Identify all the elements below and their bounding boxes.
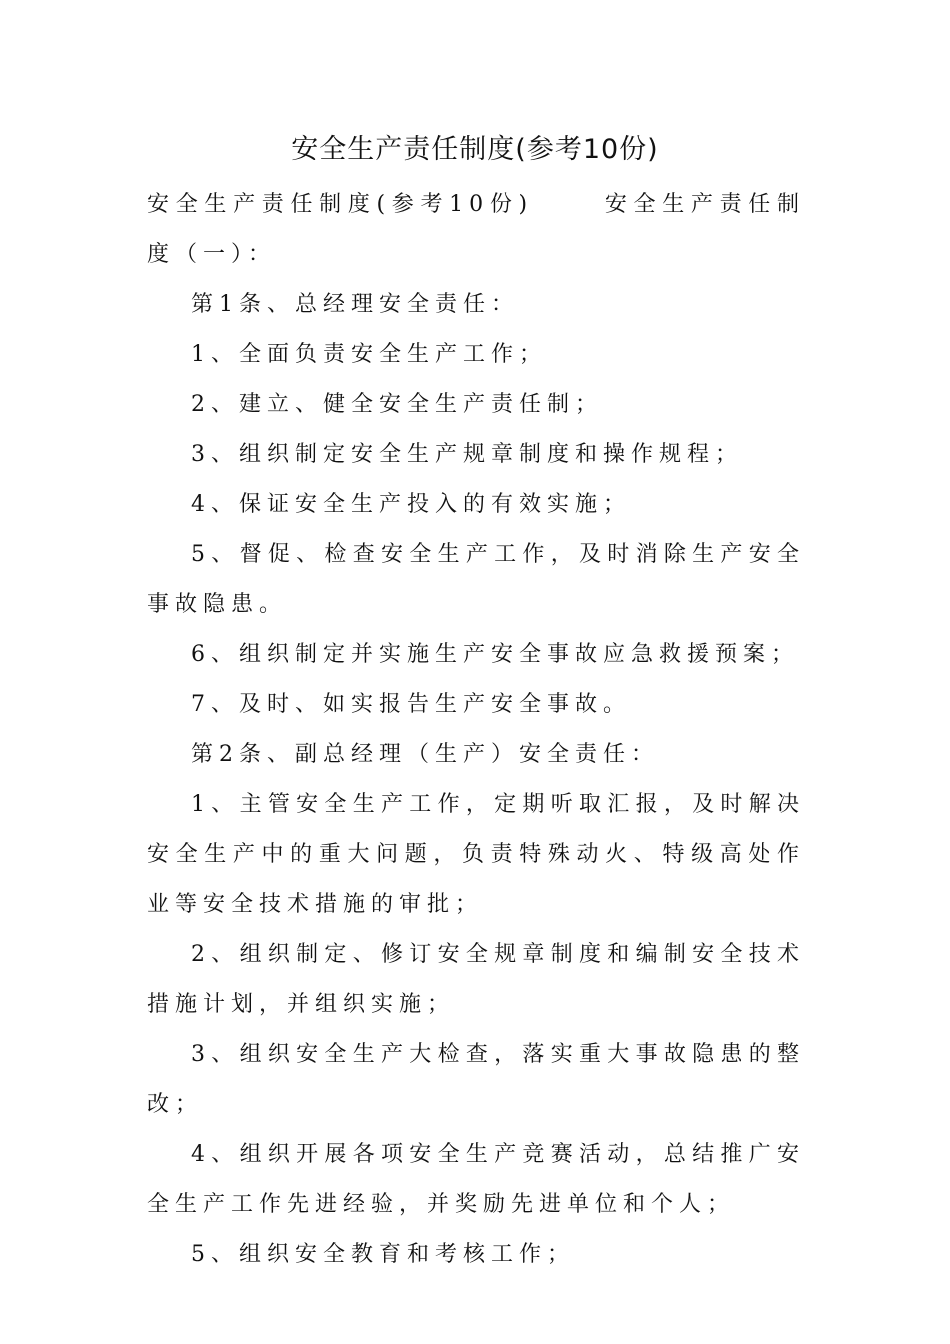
paragraph-item: 3、组织安全生产大检查，落实重大事故隐患的整改；: [147, 1042, 805, 1117]
paragraph-item: 6、组织制定并实施生产安全事故应急救援预案；: [191, 642, 799, 667]
paragraph-article-2-heading: 第2条、副总经理（生产）安全责任：: [191, 742, 659, 767]
paragraph-item: 2、组织制定、修订安全规章制度和编制安全技术措施计划，并组织实施；: [147, 942, 805, 1017]
paragraph-item: 4、保证安全生产投入的有效实施；: [191, 492, 631, 517]
paragraph-item: 5、组织安全教育和考核工作；: [191, 1242, 575, 1267]
paragraph-item: 7、及时、如实报告生产安全事故。: [191, 692, 631, 717]
paragraph-item: 4、组织开展各项安全生产竞赛活动，总结推广安全生产工作先进经验，并奖励先进单位和个人；: [147, 1142, 805, 1217]
paragraph-article-1-heading: 第1条、总经理安全责任：: [191, 292, 519, 317]
paragraph-item: 2、建立、健全安全生产责任制；: [191, 392, 603, 417]
paragraph-item: 1、全面负责安全生产工作；: [191, 342, 547, 367]
paragraph-intro: 安全生产责任制度(参考10份) 安全生产责任制度（一）：: [147, 192, 805, 267]
paragraph-item: 1、主管安全生产工作，定期听取汇报，及时解决安全生产中的重大问题，负责特殊动火、特级高处作业等安全技术措施的审批；: [147, 792, 805, 917]
paragraph-item: 5、督促、检查安全生产工作，及时消除生产安全事故隐患。: [147, 542, 805, 617]
document-body: [147, 180, 805, 1280]
paragraph-item: 3、组织制定安全生产规章制度和操作规程；: [191, 442, 743, 467]
document-title: 安全生产责任制度(参考10份): [291, 134, 659, 165]
